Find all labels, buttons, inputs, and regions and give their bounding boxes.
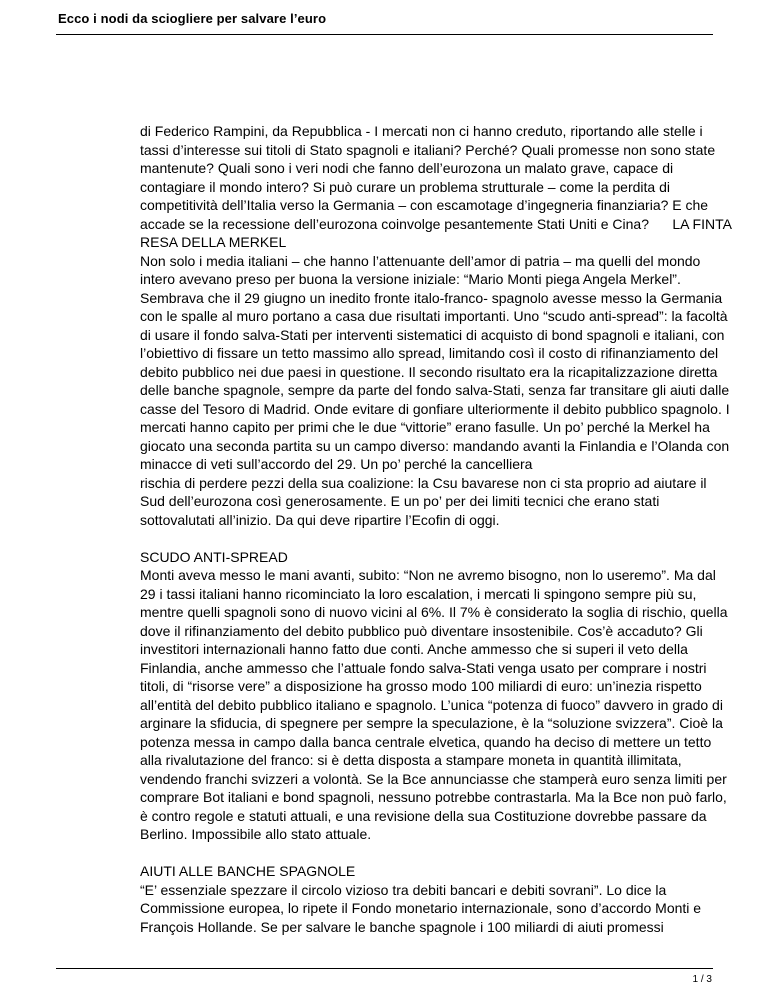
text-line: contagiare il mondo intero? Si può curare un problema strutturale – come la perdita di — [140, 178, 670, 195]
text-line: sottovalutati all’inizio. Da qui deve ripartire l’Ecofin di oggi. — [140, 511, 500, 528]
text-line: rischia di perdere pezzi della sua coalizione: la Csu bavarese non ci sta proprio ad aiutare il — [140, 474, 707, 491]
text-line: mercati hanno capito per primi che le due “vittorie” erano fasulle. Un po’ perché la Merkel ha — [140, 419, 710, 435]
text-line: SCUDO ANTI-SPREAD — [140, 548, 288, 565]
text-line: 29 i tassi italiani hanno ricominciato la loro escalation, i mercati li spingono sempre più su, — [140, 585, 697, 602]
text-line: comprare Bot italiani e bond spagnoli, nessuno potrebbe contrastarla. Ma la Bce non può farlo, — [140, 789, 727, 805]
text-line: Berlino. Impossibile allo stato attuale. — [140, 826, 372, 842]
text-line: con le spalle al muro portano a casa due risultati importanti. Uno “scudo anti-spread”: la facoltà — [140, 308, 728, 324]
text-line: Monti aveva messo le mani avanti, subito: “Non ne avremo bisogno, non lo useremo”. Ma dal — [140, 567, 716, 583]
text-line: potenza messa in campo dalla banca centrale elvetica, quando ha deciso di mettere un tetto — [140, 733, 712, 750]
text-line: competitività dell’Italia verso la Germania – con escamotage d’ingegneria finanziaria? E che — [140, 197, 709, 213]
text-line: RESA DELLA MERKEL — [140, 234, 287, 250]
text-line: Non solo i media italiani – che hanno l’attenuante dell’amor di patria – ma quelli del mondo — [140, 252, 701, 269]
footer-divider — [56, 968, 713, 969]
text-line: mantenute? Quali sono i veri nodi che fanno dell’eurozona un malato grave, capace di — [140, 160, 674, 176]
paragraph-gap — [140, 529, 720, 548]
text-line: delle banche spagnole, sempre da parte del fondo salva-Stati, senza far transitare gli aiuti dalle — [140, 382, 730, 398]
text-line: di usare il fondo salva-Stati per interventi sistematici di acquisto di bond spagnoli e italiani, con — [140, 326, 725, 343]
text-line: dove il rifinanziamento del debito pubblico può diventare insostenibile. Cos’è accaduto? Gli — [140, 622, 703, 639]
text-line: Commissione europea, lo ripete il Fondo monetario internazionale, sono d’accordo Monti e — [140, 900, 702, 916]
text-line: arginare la sfiducia, di spegnere per sempre la speculazione, è la “soluzione svizzera”. Cioè la — [140, 715, 723, 731]
text-line: “E’ essenziale spezzare il circolo vizioso tra debiti bancari e debiti sovrani”. Lo dice la — [140, 881, 667, 898]
text-line: minacce di veti sull’accordo del 29. Un po’ perché la cancelliera — [140, 456, 533, 472]
text-line: vendendo franchi svizzeri a volontà. Se la Bce annunciasse che stamperà euro senza limiti per — [140, 770, 727, 787]
text-line: investitori internazionali hanno fatto due conti. Anche ammesso che si superi il veto della — [140, 641, 688, 657]
text-line: intero avevano preso per buona la versione iniziale: “Mario Monti piega Angela Merkel”. — [140, 271, 681, 287]
text-line: casse del Tesoro di Madrid. Onde evitare di gonfiare ulteriormente il debito pubblico spagnolo. I — [140, 400, 730, 417]
text-line: titoli, di “risorse vere” a disposizione ha grosso modo 100 miliardi di euro: un’inezia rispetto — [140, 678, 702, 694]
text-line: accade se la recessione dell’eurozona coinvolge pesantemente Stati Uniti e Cina? LA FINTA — [140, 215, 732, 232]
text-line: Finlandia, anche ammesso che l’attuale fondo salva-Stati venga usato per comprare i nostri — [140, 659, 707, 676]
text-line: alla rivalutazione del franco: si è detta disposta a stampare moneta in quantità illimitata, — [140, 752, 682, 768]
text-line: l’obiettivo di fissare un tetto massimo allo spread, limitando così il costo di rifinanziamento del — [140, 345, 719, 361]
text-line: giocato una seconda partita su un campo diverso: mandando avanti la Finlandia e l’Olanda con — [140, 437, 730, 454]
text-line: Sud dell’eurozona così generosamente. E un po’ per dei limiti tecnici che erano stati — [140, 493, 660, 509]
text-line: François Hollande. Se per salvare le banche spagnole i 100 miliardi di aiuti promessi — [140, 918, 664, 935]
header-divider — [56, 34, 713, 35]
text-line: è contro regole e statuti attuali, e una revisione della sua Costituzione dovrebbe passare da — [140, 807, 707, 824]
paragraph-gap — [140, 844, 720, 863]
text-line: all’entità del debito pubblico italiano e spagnolo. L’unica “potenza di fuoco” davvero in grado di — [140, 696, 723, 713]
text-line: di Federico Rampini, da Repubblica - I mercati non ci hanno creduto, riportando alle stelle i — [140, 123, 703, 139]
text-line: mentre quelli spagnoli sono di nuovo vicini al 6%. Il 7% è considerato la soglia di rischio, quella — [140, 604, 728, 620]
page-number: 1 / 3 — [692, 974, 712, 985]
article-body — [140, 122, 732, 936]
text-line: AIUTI ALLE BANCHE SPAGNOLE — [140, 863, 356, 879]
text-line: debito pubblico nei due paesi in questione. Il secondo risultato era la ricapitalizzazione diretta — [140, 363, 718, 380]
text-line: tassi d’interesse sui titoli di Stato spagnoli e italiani? Perché? Quali promesse non sono state — [140, 141, 716, 158]
page-header-title: Ecco i nodi da sciogliere per salvare l’euro — [58, 11, 327, 26]
text-line: Sembrava che il 29 giugno un inedito fronte italo-franco- spagnolo avesse messo la Germania — [140, 289, 723, 306]
